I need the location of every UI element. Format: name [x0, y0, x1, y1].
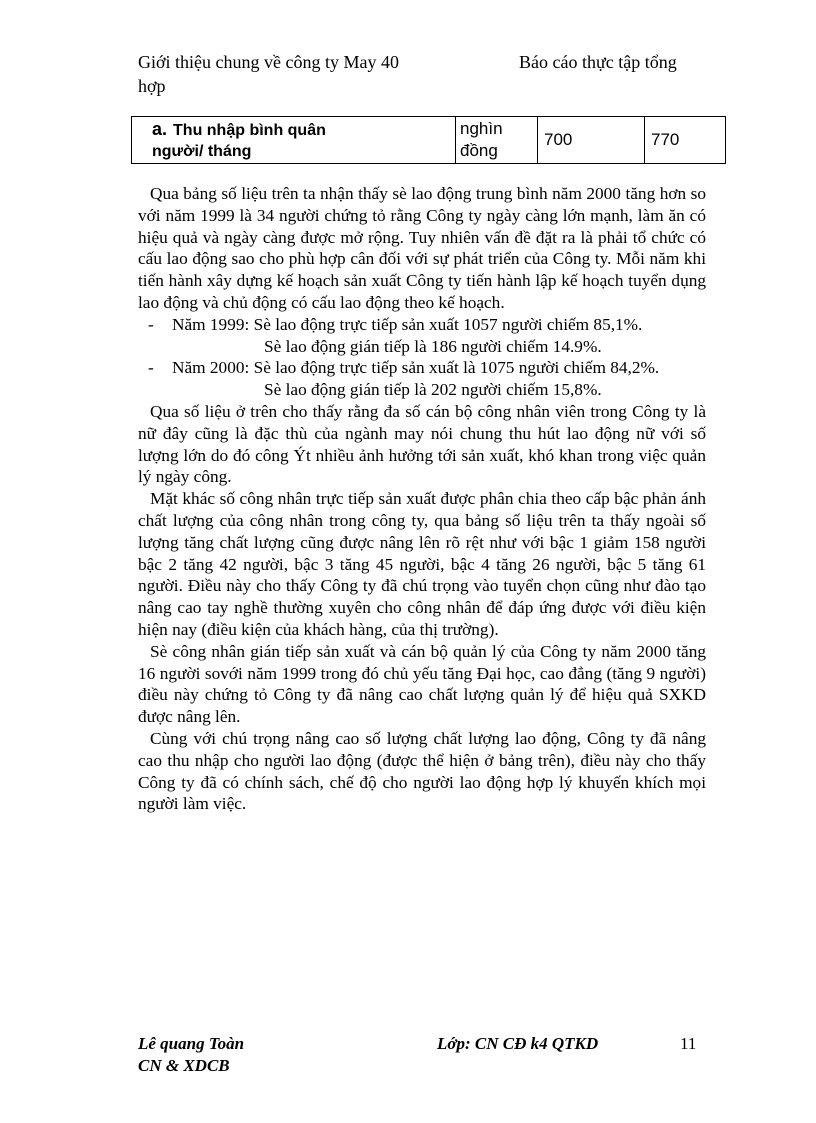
table-row	[132, 117, 726, 164]
bullet-1999-text: Năm 1999: Sè lao động trực tiếp sản xuất 1057 người chiếm 85,1%.	[172, 314, 643, 334]
unit-line2: đồng	[460, 141, 498, 160]
paragraph-1: Qua bảng số liệu trên ta nhận thấy sè lao động trung bình năm 2000 tăng hơn so với năm 1999 là 34 người chứng tỏ rằng Công ty ngày càng lớn mạnh, làm ăn có hiệu quả và ngày càng được mở rộng. Tuy nhiên vấn đề đặt ra là phải tổ chức có cấu lao động sao cho phù hợp cân đối với sự phát triển của Công ty. Mỗi năm khi tiến hành xây dựng kế hoạch sản xuất Công ty tiến hành lập kế hoạch tuyển dụng lao động và chủ động có cấu lao động theo kế hoạch.	[138, 184, 706, 312]
bullet-dash: -	[148, 314, 154, 334]
bullet-dash: -	[148, 358, 154, 378]
footer-dept: CN & XDCB	[138, 1056, 230, 1075]
paragraph-2: Qua số liệu ở trên cho thấy rằng đa số cán bộ công nhân viên trong Công ty là nữ đây cũng là đặc thù của ngành may nói chung thu hút lao động nữ với số lượng lớn do đó công Ýt nhiều ảnh hưởng tới sản xuất, khó khan trong việc quản lý ngày công.	[138, 401, 706, 487]
unit-cell	[456, 117, 538, 164]
bullet-1999	[138, 314, 706, 336]
header-continuation: hợp	[138, 76, 166, 96]
header-left: Giới thiệu chung về công ty May 40	[138, 52, 399, 72]
bullet-1999-sub: Sè lao động gián tiếp là 186 người chiếm 14.9%.	[264, 336, 602, 356]
paragraph-3: Mặt khác số công nhân trực tiếp sản xuất được phân chia theo cấp bậc phản ánh chất lượng của công nhân trong công ty, qua bảng số liệu trên ta thấy ngoài số lượng tăng chất lượng cũng được nâng lên rõ rệt như với bậc 1 giảm 158 người bậc 2 tăng 42 người, bậc 3 tăng 45 người, bậc 4 tăng 26 người, bậc 5 tăng 61 người. Điều này cho thấy Công ty đã chú trọng vào tuyển chọn cũng như đào tạo nâng cao tay nghề thường xuyên cho công nhân để đáp ứng được với điều kiện hiện nay (điều kiện của khách hàng, của thị trường).	[138, 489, 706, 639]
paragraph-5: Cùng với chú trọng nâng cao số lượng chất lượng lao động, Công ty đã nâng cao thu nhập cho người lao động (được thể hiện ở bảng trên), điều này cho thấy Công ty đã có chính sách, chế độ cho người lao động hợp lý khuyến khích mọi người làm việc.	[138, 728, 706, 814]
income-table	[131, 116, 726, 164]
page-number: 11	[680, 1034, 697, 1053]
footer-author: Lê quang Toàn	[138, 1034, 245, 1053]
item-marker: a.	[152, 118, 168, 139]
footer-class: Lớp: CN CĐ k4 QTKD	[437, 1034, 599, 1053]
income-label-line1: Thu nhập bình quân	[173, 121, 326, 139]
bullet-2000-text: Năm 2000: Sè lao động trực tiếp sản xuất là 1075 người chiếm 84,2%.	[172, 358, 660, 378]
income-label-cell	[132, 117, 456, 164]
value-1999-cell: 700	[538, 117, 645, 164]
income-label-line2: người/ tháng	[152, 142, 252, 160]
unit-line1: nghìn	[460, 119, 503, 138]
value-2000-cell: 770	[645, 117, 726, 164]
bullet-2000	[138, 357, 706, 379]
bullet-2000-sub: Sè lao động gián tiếp là 202 người chiếm 15,8%.	[264, 380, 602, 400]
header-right: Báo cáo thực tập tổng	[519, 52, 677, 72]
body-text	[138, 183, 706, 815]
paragraph-4: Sè công nhân gián tiếp sản xuất và cán bộ quản lý của Công ty năm 2000 tăng 16 người sovới năm 1999 trong đó chủ yếu tăng Đại học, cao đẳng (tăng 9 người) điều này chứng tỏ Công ty đã nâng cao chất lượng quản lý để hiệu quả SXKD được nâng lên.	[138, 641, 706, 727]
